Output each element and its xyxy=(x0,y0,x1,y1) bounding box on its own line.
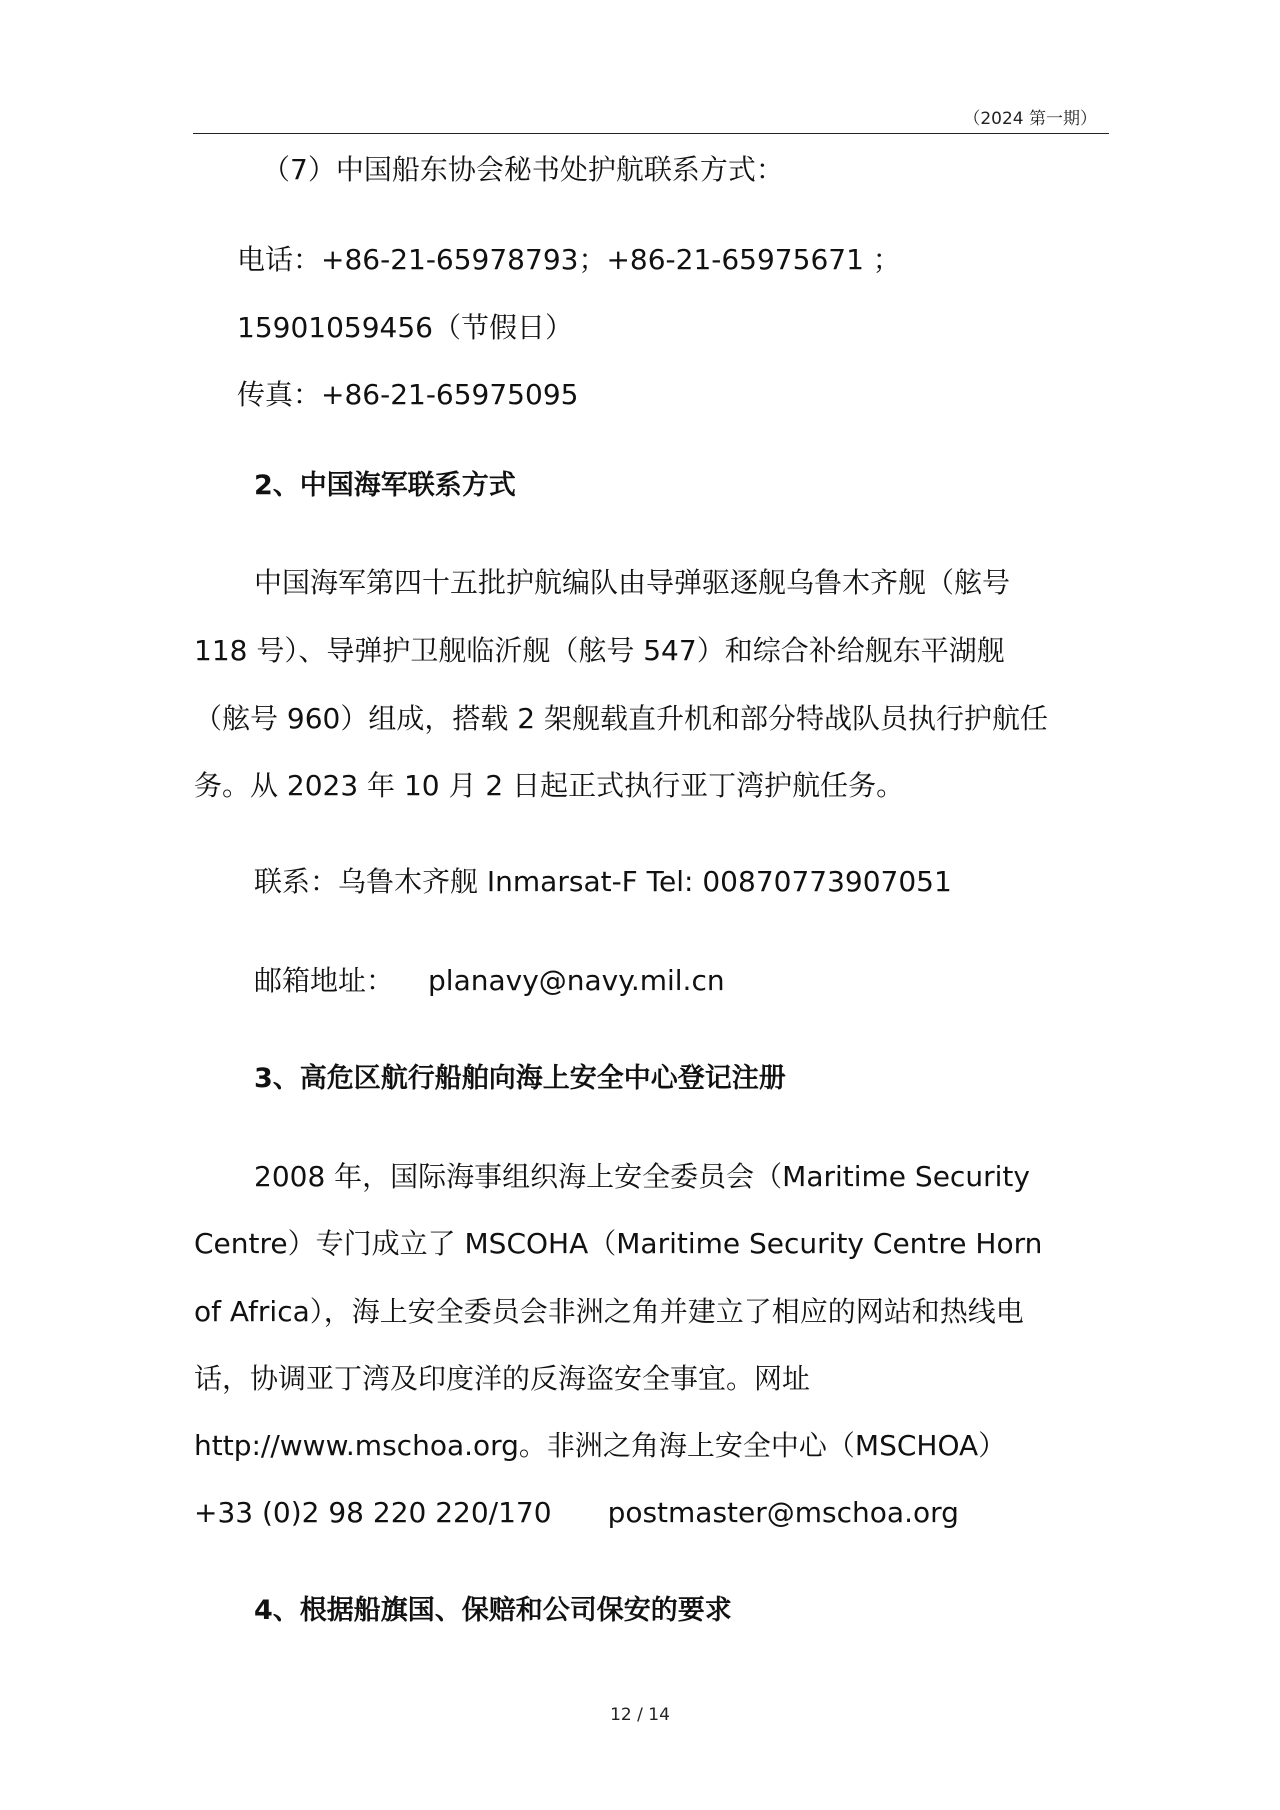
mschoa-paragraph-line-2: Centre）专门成立了 MSCOHA（Maritime Security Centre Horn xyxy=(194,1227,1043,1260)
mschoa-url-line: http://www.mschoa.org。非洲之角海上安全中心（MSCHOA） xyxy=(194,1429,1007,1462)
navy-paragraph-line-1: 中国海军第四十五批护航编队由导弹驱逐舰乌鲁木齐舰（舷号 xyxy=(254,566,1011,599)
section-3-title: 3、高危区航行船舶向海上安全中心登记注册 xyxy=(254,1063,786,1094)
holiday-phone-line: 15901059456（节假日） xyxy=(237,311,573,344)
contact-heading: （7）中国船东协会秘书处护航联系方式： xyxy=(262,153,784,186)
navy-contact-line: 联系：乌鲁木齐舰 Inmarsat-F Tel: 00870773907051 xyxy=(254,865,952,898)
navy-paragraph-line-4: 务。从 2023 年 10 月 2 日起正式执行亚丁湾护航任务。 xyxy=(194,769,905,802)
mschoa-paragraph-line-1: 2008 年，国际海事组织海上安全委员会（Maritime Security xyxy=(254,1160,1030,1193)
mschoa-paragraph-line-3: of Africa），海上安全委员会非洲之角并建立了相应的网站和热线电 xyxy=(194,1295,1024,1328)
fax-line: 传真：+86-21-65975095 xyxy=(237,378,579,411)
header-issue-label: （2024 第一期） xyxy=(963,109,1097,129)
navy-email-link[interactable]: planavy@navy.mil.cn xyxy=(428,964,725,997)
mschoa-contact-line xyxy=(194,1496,959,1530)
section-4-title: 4、根据船旗国、保赔和公司保安的要求 xyxy=(254,1595,732,1626)
navy-email-label: 邮箱地址： xyxy=(254,964,395,997)
navy-email-line xyxy=(254,964,725,998)
mschoa-paragraph-line-4: 话，协调亚丁湾及印度洋的反海盗安全事宜。网址 xyxy=(194,1362,811,1395)
mschoa-email-link[interactable]: postmaster@mschoa.org xyxy=(607,1496,959,1529)
section-2-title: 2、中国海军联系方式 xyxy=(254,470,516,501)
header-divider xyxy=(193,133,1109,134)
page-number: 12 / 14 xyxy=(610,1705,670,1725)
mschoa-phone: +33 (0)2 98 220 220/170 xyxy=(194,1496,552,1529)
navy-paragraph-line-3: （舷号 960）组成，搭载 2 架舰载直升机和部分特战队员执行护航任 xyxy=(194,702,1048,735)
navy-paragraph-line-2: 118 号）、导弹护卫舰临沂舰（舷号 547）和综合补给舰东平湖舰 xyxy=(194,634,1005,667)
phone-line: 电话：+86-21-65978793；+86-21-65975671 ； xyxy=(237,243,901,276)
